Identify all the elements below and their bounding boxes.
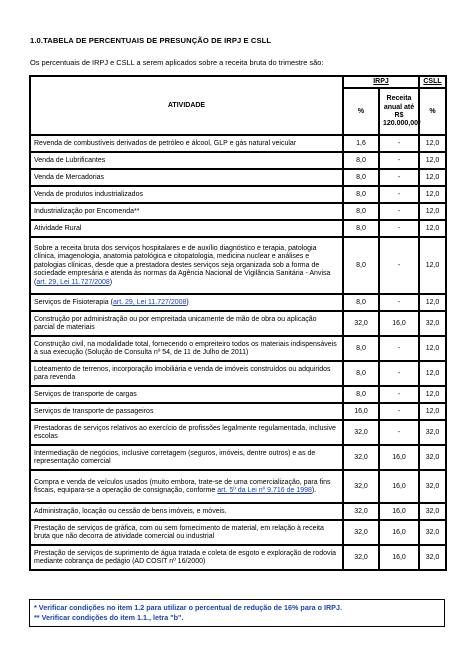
irpj-percent-cell: 16,0 — [343, 403, 379, 420]
activity-text: Construção civil, na modalidade total, fornecendo o empreiteiro todos os materiais indispensáveis à sua execução (Solução de Consulta nº 54, de 11 de Julho de 2011) — [34, 340, 337, 356]
activity-text: Industrialização por Encomenda** — [34, 207, 140, 215]
csll-percent-cell: 32,0 — [419, 420, 446, 445]
csll-percent-cell: 32,0 — [419, 520, 446, 545]
activity-cell — [30, 169, 343, 186]
table-row — [30, 520, 446, 545]
table-row — [30, 135, 446, 152]
activity-cell — [30, 420, 343, 445]
activity-text-tail: ) — [109, 278, 113, 286]
revenue-reduced-percent-cell: - — [379, 386, 419, 403]
csll-percent-cell: 12,0 — [419, 386, 446, 403]
table-row — [30, 503, 446, 520]
irpj-percent-cell: 8,0 — [343, 203, 379, 220]
activity-cell — [30, 520, 343, 545]
table-row — [30, 445, 446, 470]
irpj-percent-cell: 32,0 — [343, 545, 379, 570]
revenue-reduced-percent-cell: - — [379, 152, 419, 169]
csll-percent-cell: 32,0 — [419, 445, 446, 470]
intro-text: Os percentuais de IRPJ e CSLL a serem aplicados sobre a receita bruta do trimestre são: — [30, 58, 324, 67]
header-activity: ATIVIDADE — [30, 76, 343, 135]
page-title: 1.0.TABELA DE PERCENTUAIS DE PRESUNÇÃO DE IRPJ E CSLL — [30, 36, 272, 45]
activity-cell — [30, 237, 343, 294]
footnote-2: ** Verificar condições do item 1.1., letra "b". — [34, 613, 184, 622]
presumption-table — [29, 75, 447, 571]
activity-cell — [30, 336, 343, 361]
table-row — [30, 545, 446, 570]
table-row — [30, 220, 446, 237]
law-reference-link[interactable]: art. 29, Lei 11.727/2008 — [112, 298, 187, 306]
revenue-reduced-percent-cell: - — [379, 237, 419, 294]
header-csll-percent: % — [419, 88, 446, 135]
revenue-reduced-percent-cell: 16,0 — [379, 545, 419, 570]
irpj-percent-cell: 8,0 — [343, 186, 379, 203]
table-row — [30, 361, 446, 386]
revenue-reduced-percent-cell: 16,0 — [379, 520, 419, 545]
activity-text: Venda de Mercadorias — [34, 173, 105, 181]
csll-percent-cell: 12,0 — [419, 152, 446, 169]
revenue-reduced-percent-cell: 16,0 — [379, 311, 419, 336]
csll-percent-cell: 12,0 — [419, 169, 446, 186]
activity-text: Intermediação de negócios, inclusive corretagem (seguros, imóveis, dentre outros) e as de representação comercial — [34, 449, 316, 465]
irpj-percent-cell: 8,0 — [343, 237, 379, 294]
header-csll: CSLL — [419, 76, 446, 88]
irpj-percent-cell: 32,0 — [343, 445, 379, 470]
activity-text: Construção por administração ou por empreitada unicamente de mão de obra ou aplicação parcial de materiais — [34, 315, 317, 331]
activity-text: Prestação de serviços de suprimento de água tratada e coleta de esgoto e exploração de rodovia mediante cobrança de pedágio (AD COSIT nº 16/2000) — [34, 549, 336, 565]
activity-cell — [30, 135, 343, 152]
activity-cell — [30, 311, 343, 336]
activity-text: Serviços de transporte de cargas — [34, 390, 137, 398]
irpj-percent-cell: 8,0 — [343, 294, 379, 311]
activity-cell — [30, 186, 343, 203]
revenue-reduced-percent-cell: 16,0 — [379, 470, 419, 503]
irpj-percent-cell: 32,0 — [343, 420, 379, 445]
revenue-reduced-percent-cell: - — [379, 220, 419, 237]
activity-cell — [30, 545, 343, 570]
irpj-percent-cell: 8,0 — [343, 361, 379, 386]
activity-text: Venda de Lubrificantes — [34, 156, 106, 164]
csll-percent-cell: 32,0 — [419, 503, 446, 520]
csll-percent-cell: 12,0 — [419, 403, 446, 420]
activity-cell — [30, 361, 343, 386]
csll-percent-cell: 12,0 — [419, 336, 446, 361]
table-row — [30, 470, 446, 503]
table-row — [30, 237, 446, 294]
table-row — [30, 420, 446, 445]
activity-cell — [30, 220, 343, 237]
irpj-percent-cell: 32,0 — [343, 503, 379, 520]
activity-text: Prestadoras de serviços relativos ao exercício de profissões legalmente regulamentada, inclusive escolas — [34, 424, 336, 440]
activity-text-tail: ) — [186, 298, 189, 306]
irpj-percent-cell: 8,0 — [343, 386, 379, 403]
activity-text: Serviços de Fisioterapia ( — [34, 298, 113, 306]
activity-text: Compra e venda de veículos usados (muito embora, trate-se de uma comercialização, para fins fiscais, equipara-se a operação de consignação, conforme — [34, 478, 331, 494]
law-reference-link[interactable]: art. 29, Lei 11.727/2008 — [36, 278, 110, 286]
revenue-reduced-percent-cell: - — [379, 361, 419, 386]
csll-percent-cell: 32,0 — [419, 311, 446, 336]
footnotes — [29, 599, 445, 627]
revenue-reduced-percent-cell: - — [379, 403, 419, 420]
activity-text: Loteamento de terrenos, incorporação imobiliária e venda de imóveis construídos ou adquiridos para revenda — [34, 365, 331, 381]
irpj-percent-cell: 32,0 — [343, 520, 379, 545]
irpj-percent-cell: 8,0 — [343, 220, 379, 237]
header-revenue-limit: Receita anual até R$ 120.000,00* — [379, 88, 419, 135]
activity-cell — [30, 386, 343, 403]
revenue-reduced-percent-cell: - — [379, 294, 419, 311]
revenue-reduced-percent-cell: - — [379, 336, 419, 361]
csll-percent-cell: 12,0 — [419, 237, 446, 294]
table-row — [30, 386, 446, 403]
table-row — [30, 186, 446, 203]
table-row — [30, 203, 446, 220]
table-row — [30, 152, 446, 169]
csll-percent-cell: 12,0 — [419, 294, 446, 311]
revenue-reduced-percent-cell: 16,0 — [379, 503, 419, 520]
table-row — [30, 403, 446, 420]
activity-cell — [30, 294, 343, 311]
activity-text: Atividade Rural — [34, 224, 82, 232]
activity-text: Sobre a receita bruta dos serviços hospitalares e de auxílio diagnóstico e terapia, patologia clínica, imagenologia, anatomia patológica e citopatologia, medicina nuclear e análises e patologias clínicas, desde que a prestadora destes serviços seja organizada sob a forma de sociedade empresária e atenda às normas da Agência Nacional de Vigilância Sanitária - Anvisa ( — [34, 244, 331, 286]
irpj-percent-cell: 1,6 — [343, 135, 379, 152]
activity-text: Revenda de combustíveis derivados de petróleo e álcool, GLP e gás natural veicular — [34, 139, 297, 147]
table-row — [30, 311, 446, 336]
activity-cell — [30, 503, 343, 520]
footnote-1: * Verificar condições no item 1.2 para utilizar o percentual de redução de 16% para o IRPJ. — [34, 603, 342, 612]
irpj-percent-cell: 32,0 — [343, 470, 379, 503]
irpj-percent-cell: 8,0 — [343, 152, 379, 169]
revenue-reduced-percent-cell: - — [379, 186, 419, 203]
header-irpj: IRPJ — [343, 76, 419, 88]
activity-text: Prestação de serviços de gráfica, com ou sem fornecimento de material, em relação à receita bruta que não decorra de atividade comercial ou industrial — [34, 524, 324, 540]
activity-cell — [30, 403, 343, 420]
activity-cell — [30, 152, 343, 169]
csll-percent-cell: 12,0 — [419, 220, 446, 237]
revenue-reduced-percent-cell: - — [379, 420, 419, 445]
irpj-percent-cell: 8,0 — [343, 169, 379, 186]
activity-text: Administração, locação ou cessão de bens imóveis, e móveis. — [34, 507, 227, 515]
table-row — [30, 294, 446, 311]
revenue-reduced-percent-cell: - — [379, 203, 419, 220]
csll-percent-cell: 32,0 — [419, 545, 446, 570]
irpj-percent-cell: 8,0 — [343, 336, 379, 361]
csll-percent-cell: 12,0 — [419, 361, 446, 386]
csll-percent-cell: 12,0 — [419, 186, 446, 203]
revenue-reduced-percent-cell: - — [379, 135, 419, 152]
activity-text: Serviços de transporte de passageiros — [34, 407, 154, 415]
activity-cell — [30, 203, 343, 220]
activity-cell — [30, 445, 343, 470]
activity-text: Venda de produtos industrializados — [34, 190, 143, 198]
table-body — [30, 135, 446, 570]
activity-cell — [30, 470, 343, 503]
table-row — [30, 336, 446, 361]
csll-percent-cell: 12,0 — [419, 135, 446, 152]
law-reference-link[interactable]: art. 5º da Lei nº 9.716 de 1998 — [217, 486, 312, 494]
activity-text-tail: ). — [311, 486, 317, 494]
csll-percent-cell: 32,0 — [419, 470, 446, 503]
irpj-percent-cell: 32,0 — [343, 311, 379, 336]
revenue-reduced-percent-cell: 16,0 — [379, 445, 419, 470]
header-irpj-percent: % — [343, 88, 379, 135]
table-row — [30, 169, 446, 186]
revenue-reduced-percent-cell: - — [379, 169, 419, 186]
csll-percent-cell: 12,0 — [419, 203, 446, 220]
